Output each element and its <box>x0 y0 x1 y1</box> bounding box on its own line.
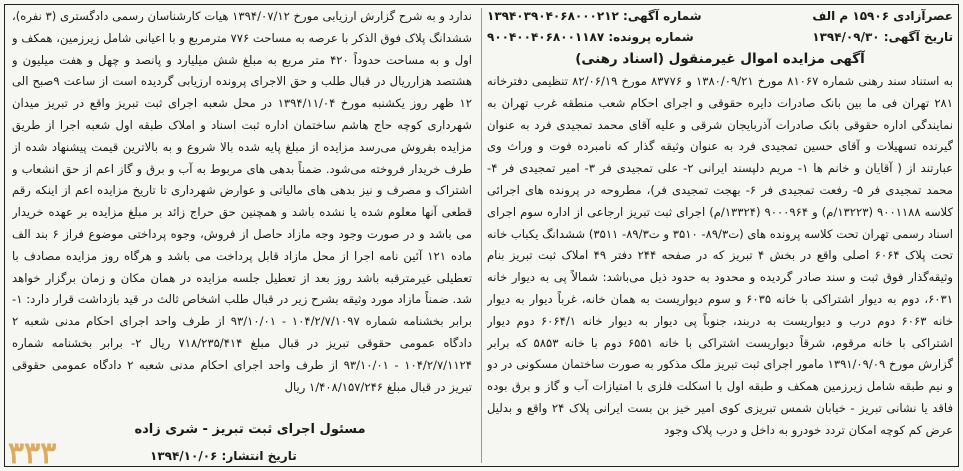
right-column-body: به استناد سند رهنی شماره ۸۱۰۶۷ مورخ ۱۳۸۰/۰۹/۲۱ و ۸۳۷۷۶ مورخ ۸۲/۰۶/۱۹ تنظیمی دفترخانه ۲۸۱ تهران فی ما بین بانک صادرات دایره حقوقی و اجرای احکام شعب منطقه غرب تهران به نمایندگی اداره حقوقی بانک صادرات آذربایجان شرقی و علیه آقای محمد تمجیدی فرد به عنوان گیرنده تسهیلات و آقای حسین تمجیدی فرد به عنوان وثیقه گذار که نامبرده فوت و وراث وی عبارتند از ( آقایان و خانم ها ۱- مریم دلپسند ایرانی ۲- علی تمجیدی فر ۳- امیر تمجیدی فر ۴- محمد تمجیدی فر ۵- رفعت تمجیدی فر ۶- بهجت تمجیدی فر)، مطروحه در پرونده های اجرائی کلاسه ۹۰۰۱۱۸۸ (۱۳۲۲۳/م) و ۹۰۰۰۹۶۴ (۱۳۳۲۴/م) اجرای ثبت تبریز ارجاعی از اداره سوم اجرای اسناد رسمی تهران تحت کلاسه پرونده های (ت۸۹/۳- ۳۵۱۰ و ت۸۹/۳- ۳۵۱۱) ششدانگ یکباب خانه تحت پلاک ۶۰۶۴ اصلی واقع در بخش ۴ تبریز که در صفحه ۲۴۴ دفتر ۴۹ املاک ثبت تبریز بنام وثیقه‌گذار فوق ثبت و سند صادر گردیده و محدود به حدود ذیل می‌باشد: شمالاً پی به دیوار خانه ۶۰۳۱، دوم به دیوار اشتراکی با خانه ۶۰۳۵ و سوم دیواریست به همان خانه، غرباً دیوار به دیوار خانه ۶۰۶۳ دوم درب و دیواریست به دربند، جنوباً پی دیوار به دیوار خانه ۶۰۶۴/۱ دوم دیوار اشتراکی با خانه مرقوم، شرقاً دیواریست اشتراکی با خانه ۶۵۵۱ دوم با خانه ۵۸۵۳ که برابر گزارش مورخ ۱۳۹۱/۰۹/۰۹ مامور اجرای ثبت تبریز ملک مذکور به صورت ساختمان مسکونی در دو و نیم طبقه شامل زیرزمین همکف و طبقه اول با اسکلت فلزی با امتیازات آب و گاز و برق بوده فاقد یا نشانی تبریز - خیابان شمس تبریزی کوی امیر خیز بن بست ایرانی پلاک ۲۴ واقع و بدلیل عرض کم کوچه امکان تردد خودرو به داخل و درب پلاک وجود <box>487 74 953 437</box>
org-number: عصرآزادی ۱۵۹۰۶ م الف <box>812 9 953 23</box>
file-number: شماره پرونده: ۹۰۰۴۰۰۴۰۶۸۰۰۱۱۸۷ <box>487 30 694 44</box>
ad-number: شماره آگهی: ۱۳۹۴۰۳۹۰۴۰۶۸۰۰۰۲۱۲ <box>487 9 702 23</box>
notice-title: آگهی مزایده اموال غیرمنقول (اسناد رهنی) <box>575 51 865 67</box>
ad-date: تاریخ آگهی: ۱۳۹۴/۰۹/۳۰ <box>812 30 953 44</box>
publish-date: تاریخ انتشار: ۱۳۹۴/۱۰/۰۶ <box>150 449 297 463</box>
column-divider <box>481 8 482 463</box>
left-column <box>12 6 472 466</box>
left-column-body: ندارد و به شرح گزارش ارزیابی مورخ ۱۳۹۴/۰۷/۱۲ هیات کارشناسان رسمی دادگستری (۳ نفره)، ششدانگ پلاک فوق الذکر با عرصه به مساحت ۷۷۶ مترمربع و با اعیانی شامل زیرزمین، همکف و اول و به مساحت حدوداً ۴۲۰ متر مربع به مبلغ شش میلیارد و پانصد و چهل و هفت میلیون و هشتصد هزارریال در قبال طلب و حق الاجرای پرونده ارزیابی گردیده است از ساعت ۹صبح الی ۱۲ ظهر روز یکشنبه مورخ ۱۳۹۴/۱۱/۰۴ در محل شعبه اجرای ثبت تبریز واقع در تبریز میدان شهرداری کوچه حاج هاشم ساختمان اداره ثبت اسناد و املاک طبقه اول شعبه اجرا از طریق مزایده بفروش می‌رسد مزایده از مبلغ پایه شده بالا شروع و به بالاترین قیمت پیشنهاد شده از طرف خریدار فروخته می‌شود. ضمناً بدهی های مربوط به آب و برق و گاز اعم از حق انشعاب و اشتراک و مصرف و نیز بدهی های مالیاتی و عوارض شهرداری تا تاریخ مزایده اعم از اینکه رقم قطعی آنها معلوم شده یا نشده باشد و همچنین حق حراج زائد بر مبلغ مزایده بر عهده خریدار می باشد و در صورت وجود وجه مازاد حاصل از فروش، وجوه پرداختی موضوع فراز ۶ بند الف ماده ۱۲۱ آئین نامه اجرا از محل مازاد قابل پرداخت می باشد و هرگاه روز مزایده مصادف با تعطیلی غیرمترقبه باشد روز بعد از تعطیل جلسه مزایده در همان مکان و زمان برگزار خواهد شد. ضمناً مازاد مورد وثیقه بشرح زیر در قبال طلب اشخاص ثالث در قید بازداشت قرار دارد: ۱- برابر بخشنامه شماره ۱۰۴/۲/۷/۱۰۹۷ - ۹۳/۱۰/۰۱ از طرف واحد اجرای احکام مدنی شعبه ۲ دادگاه عمومی حقوقی تبریز در قبال مبلغ ۷۱۸/۲۳۵/۴۱۴ ریال ۲- برابر بخشنامه شماره ۱۰۴/۲/۷/۱۱۲۴ - ۹۳/۱۰/۰۱ از طرف واحد اجرای احکام مدنی شعبه ۲ دادگاه عمومی حقوقی تبریز در قبال مبلغ ۱/۴۰۸/۱۵۷/۲۴۶ ریال <box>12 9 472 394</box>
signature: مسئول اجرای ثبت تبریز - شری زاده <box>134 422 366 437</box>
stamp-mark: ۳۳۳ <box>8 436 57 471</box>
header-row-2 <box>487 27 953 48</box>
right-column <box>487 6 953 466</box>
header-row-1 <box>487 6 953 27</box>
